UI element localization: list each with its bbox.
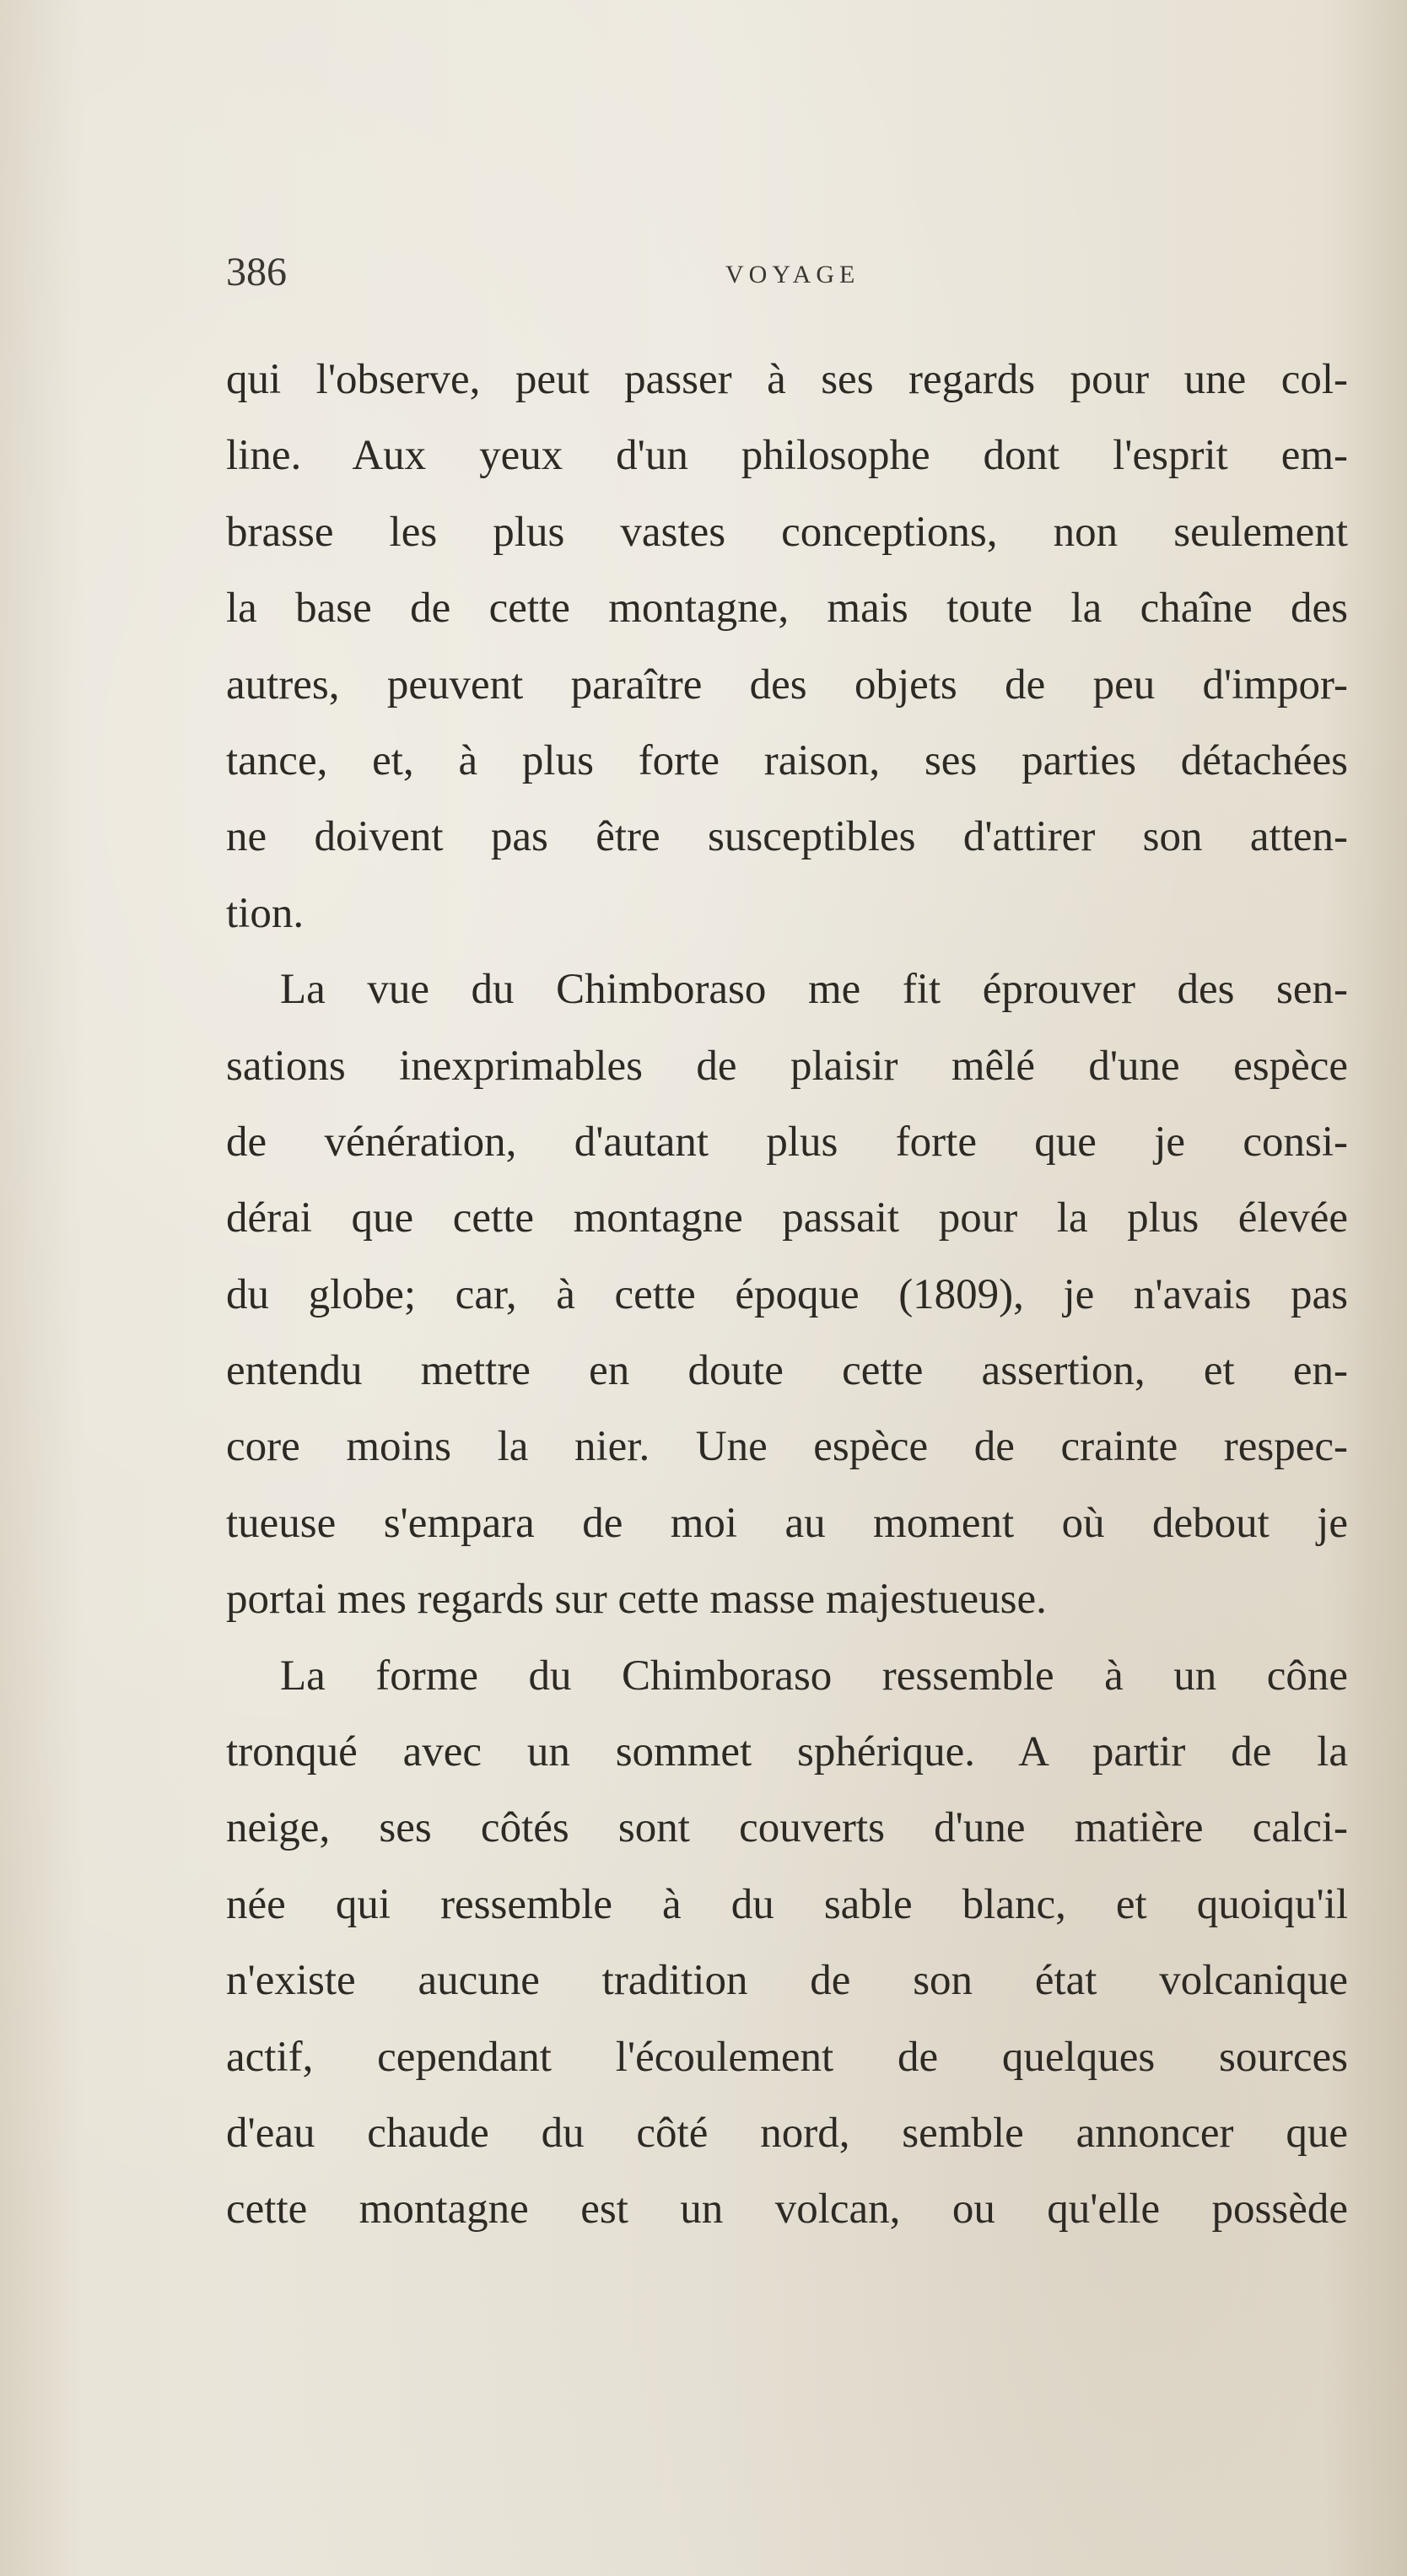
- text-line: née qui ressemble à du sable blanc, et quoiqu'il: [226, 1880, 1348, 1928]
- text-line: neige, ses côtés sont couverts d'une matière calci-: [226, 1804, 1348, 1852]
- text-line: brasse les plus vastes conceptions, non seulement: [226, 508, 1348, 556]
- text-line: d'eau chaude du côté nord, semble annoncer que: [226, 2109, 1348, 2157]
- text-line: n'existe aucune tradition de son état volcanique: [226, 1957, 1348, 2005]
- text-line: entendu mettre en doute cette assertion, et en-: [226, 1347, 1348, 1395]
- text-line: portai mes regards sur cette masse majestueuse.: [226, 1576, 1047, 1624]
- page-number: 386: [226, 250, 287, 294]
- text-line: actif, cependant l'écoulement de quelques sources: [226, 2033, 1348, 2081]
- text-line: La forme du Chimboraso ressemble à un cône: [280, 1652, 1348, 1700]
- body-text: [226, 342, 1348, 2248]
- text-line: core moins la nier. Une espèce de crainte respec-: [226, 1423, 1348, 1471]
- text-line: qui l'observe, peut passer à ses regards pour une col-: [226, 356, 1348, 403]
- text-line: la base de cette montagne, mais toute la chaîne des: [226, 585, 1348, 633]
- page-header: [226, 243, 1348, 302]
- text-line: tion.: [226, 889, 305, 937]
- text-line: tronqué avec un sommet sphérique. A partir de la: [226, 1728, 1348, 1776]
- text-line: La vue du Chimboraso me fit éprouver des sen-: [280, 966, 1348, 1014]
- text-line: line. Aux yeux d'un philosophe dont l'esprit em-: [226, 432, 1348, 480]
- text-line: tueuse s'empara de moi au moment où debout je: [226, 1499, 1348, 1547]
- text-line: de vénération, d'autant plus forte que je consi-: [226, 1118, 1348, 1166]
- text-line: cette montagne est un volcan, ou qu'elle possède: [226, 2185, 1348, 2234]
- text-line: ne doivent pas être susceptibles d'attirer son atten-: [226, 813, 1348, 861]
- text-line: autres, peuvent paraître des objets de peu d'impor-: [226, 660, 1348, 709]
- text-line: tance, et, à plus forte raison, ses parties détachées: [226, 736, 1348, 784]
- text-line: dérai que cette montagne passait pour la plus élevée: [226, 1194, 1348, 1242]
- text-line: du globe; car, à cette époque (1809), je n'avais pas: [226, 1270, 1348, 1318]
- text-line: sations inexprimables de plaisir mêlé d'une espèce: [226, 1042, 1348, 1090]
- running-head: VOYAGE: [725, 261, 860, 288]
